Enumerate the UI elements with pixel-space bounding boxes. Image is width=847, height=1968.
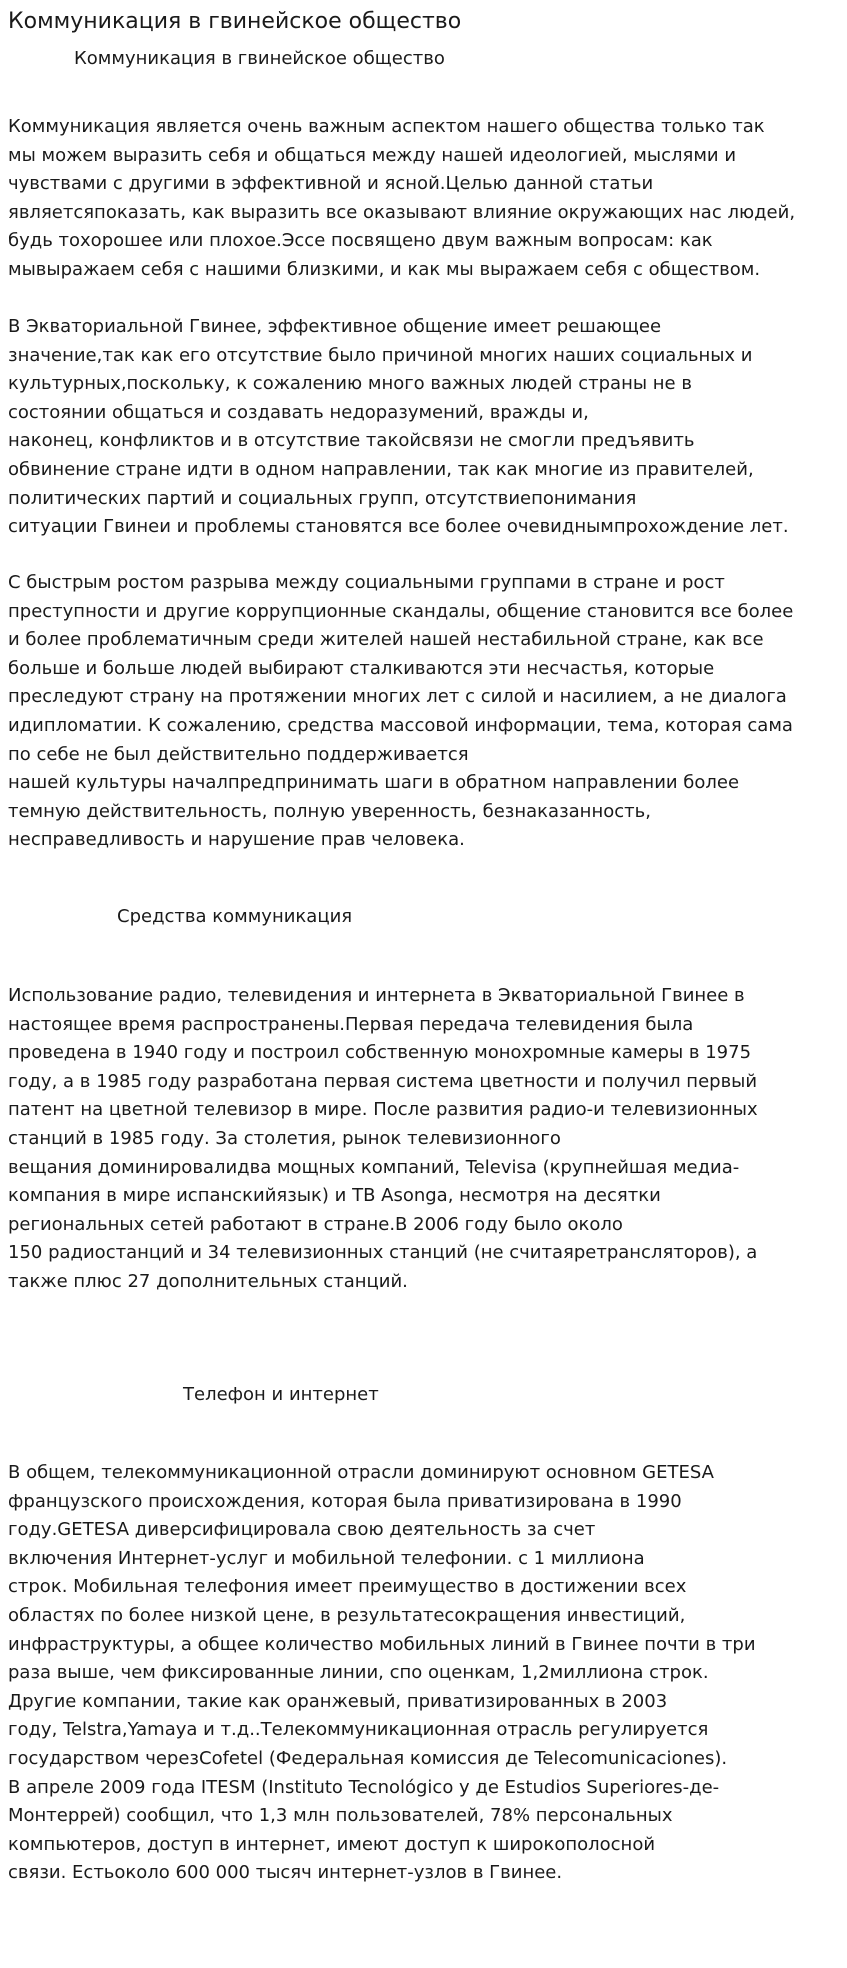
section-heading-media: Средства коммуникация (117, 906, 353, 927)
paragraph-media: Использование радио, телевидения и интернета в Экваториальной Гвинее в настоящее время распространены.Первая передача телевидения была проведена в 1940 году и построил собственную монохромные камеры в 1975 году, а в 1985 году разработана первая система цветности и получил первый патент на цветной телевизор в мире. После развития радио-и телевизионных станций в 1985 году. За столетия, рынок телевизионного вещания доминировалидва мощных компаний, Televisa (крупнейшая медиа- компания в мире испанскийязык) и ТВ Asonga, несмотря на десятки региональных сетей работают в стране.В 2006 году было около 150 радиостанций и 34 телевизионных станций (не считаяретрансляторов), а также плюс 27 дополнительных станций. (8, 985, 758, 1292)
paragraph-social-gap: С быстрым ростом разрыва между социальными группами в стране и рост преступности и другие коррупционные скандалы, общение становится все более и более проблематичным среди жителей нашей нестабильной стране, как все больше и больше людей выбирают сталкиваются эти несчастья, которые преследуют страну на протяжении многих лет с силой и насилием, а не диалога идипломатии. К сожалению, средства массовой информации, тема, которая сама по себе не был действительно поддерживается нашей культуры началпредпринимать шаги в обратном направлении более темную действительность, полную уверенность, безнаказанность, несправедливость и нарушение прав человека. (8, 572, 794, 851)
document-subtitle: Коммуникация в гвинейское общество (74, 48, 445, 69)
paragraph-equatorial-guinea: В Экваториальной Гвинее, эффективное общение имеет решающее значение,так как его отсутствие было причиной многих наших социальных и культурных,поскольку, к сожалению много важных людей страны не в состоянии общаться и создавать недоразумений, вражды и, наконец, конфликтов и в отсутствие такойсвязи не смогли предъявить обвинение стране идти в одном направлении, так как многие из правителей, политических партий и социальных групп, отсутствиепонимания ситуации Гвинеи и проблемы становятся все более очевиднымпрохождение лет. (8, 316, 789, 538)
paragraph-introduction: Коммуникация является очень важным аспектом нашего общества только так мы можем выразить себя и общаться между нашей идеологией, мыслями и чувствами с другими в эффективной и ясной.Целью данной статьи являетсяпоказать, как выразить все оказывают влияние окружающих нас людей, будь тохорошее или плохое.Эссе посвящено двум важным вопросам: как мывыражаем себя с нашими близкими, и как мы выражаем себя с обществом. (8, 116, 796, 280)
section-heading-telephone-internet: Телефон и интернет (183, 1384, 379, 1405)
paragraph-telecom: В общем, телекоммуникационной отрасли доминируют основном GETESA французского происхождения, которая была приватизирована в 1990 году.GETESA диверсифицировала свою деятельность за счет включения Интернет-услуг и мобильной телефонии. с 1 миллиона строк. Мобильная телефония имеет преимущество в достижении всех областях по более низкой цене, в результатесокращения инвестиций, инфраструктуры, а общее количество мобильных линий в Гвинее почти в три раза выше, чем фиксированные линии, спо оценкам, 1,2миллиона строк. Другие компании, такие как оранжевый, приватизированных в 2003 году, Telstra,Yamaya и т.д..Телекоммуникационная отрасль регулируется государством черезCofetel (Федеральная комиссия де Telecomunicaciones). В апреле 2009 года ITESM (Instituto Tecnológico y де Estudios Superiores-де- Монтеррей) сообщил, что 1,3 млн пользователей, 78% персональных компьютеров, доступ в интернет, имеют доступ к широкополосной связи. Естьоколо 600 000 тысяч интернет-узлов в Гвинее. (8, 1462, 756, 1884)
document-title: Коммуникация в гвинейское общество (8, 9, 462, 34)
